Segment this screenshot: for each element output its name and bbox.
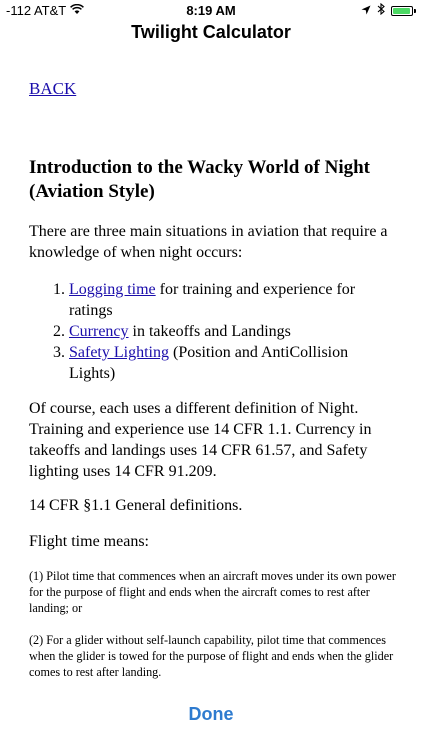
battery-body [391,6,413,16]
content-area [29,78,397,679]
battery-tip [414,9,416,13]
nav-title: Twilight Calculator [131,22,291,42]
safety-lighting-link[interactable]: Safety Lighting [69,344,169,361]
status-time: 8:19 AM [186,3,236,18]
status-bar [0,0,422,20]
page-heading: Introduction to the Wacky World of Night (Aviation Style) [29,157,370,202]
definitions-paragraph: Of course, each uses a different definition of Night. Training and experience use 14 CFR 1.1. Currency in takeoffs and landings uses 14 CFR 61.57, and Safety lighting uses 14 CFR 91.209. [29,400,372,480]
situations-list [29,279,397,384]
done-button[interactable]: Done [188,704,234,724]
list-item-text: in takeoffs and Landings [128,323,291,340]
flight-time-label: Flight time means: [29,533,149,550]
bluetooth-icon [377,3,385,18]
location-arrow-icon [361,3,371,18]
list-item [69,321,397,342]
list-item-text: (Position and AntiCollision Lights) [69,344,349,382]
list-item-text: for training and experience for ratings [69,281,356,319]
battery-icon [391,6,416,16]
status-right [361,3,416,18]
list-item [69,279,397,321]
carrier-label: -112 AT&T [6,3,67,18]
currency-link[interactable]: Currency [69,323,129,340]
definition-2: (2) For a glider without self-launch capability, pilot time that commences when the glider is towed for the purpose of flight and ends when the glider comes to rest after landing. [29,633,394,679]
battery-fill [393,8,410,14]
logging-time-link[interactable]: Logging time [69,281,156,298]
cfr-heading: 14 CFR §1.1 General definitions. [29,497,243,514]
intro-paragraph: There are three main situations in aviation that require a knowledge of when night occurs: [29,223,388,261]
back-link[interactable]: BACK [29,79,77,98]
list-item [69,342,397,384]
definition-1: (1) Pilot time that commences when an aircraft moves under its own power for the purpose of flight and ends when the aircraft comes to rest after landing; or [29,569,396,615]
